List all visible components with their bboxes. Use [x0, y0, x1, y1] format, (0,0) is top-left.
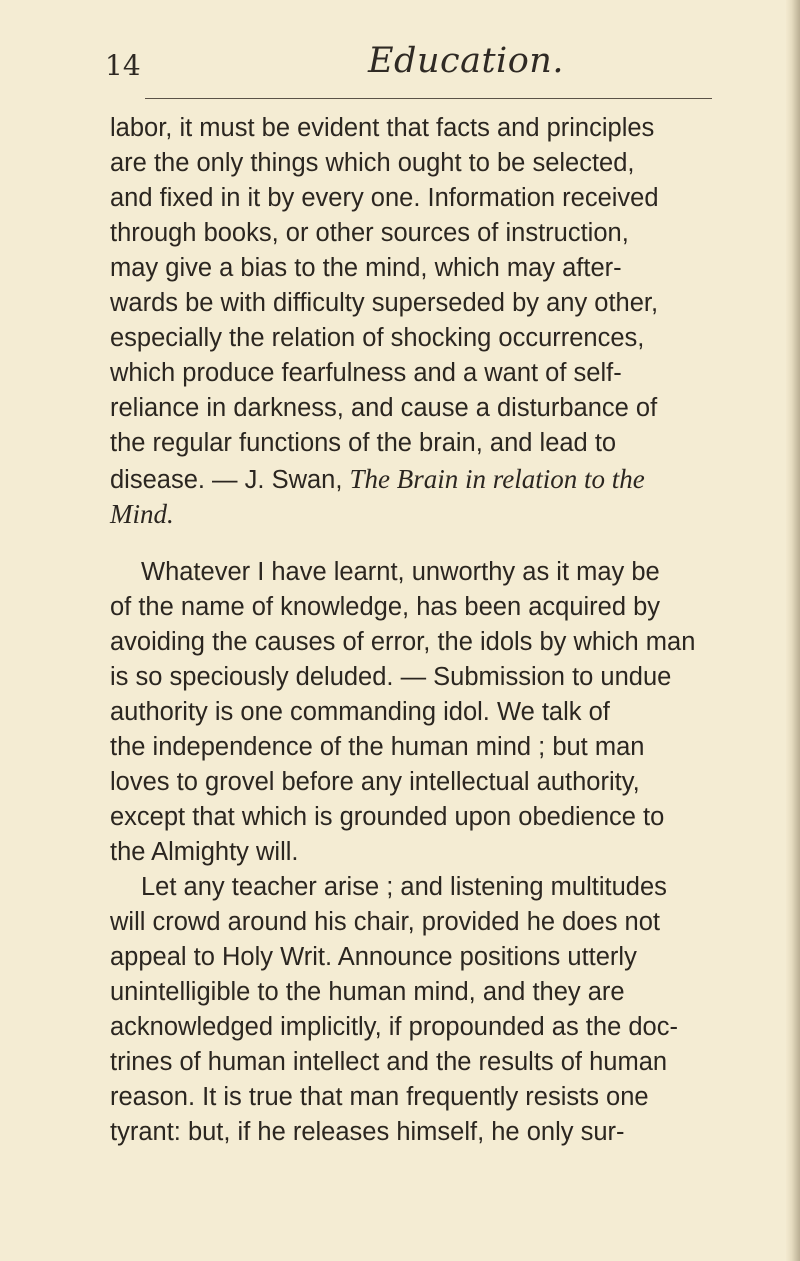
citation-title-end: Mind.: [110, 499, 174, 529]
text-line: tyrant: but, if he releases himself, he only sur-: [110, 1118, 625, 1146]
header-rule: [145, 98, 712, 99]
text-line: labor, it must be evident that facts and principles: [110, 114, 655, 142]
text-line: loves to grovel before any intellectual authority,: [110, 768, 640, 796]
citation-title: The Brain in relation to the: [349, 464, 645, 494]
text-line: Let any teacher arise ; and listening multitudes: [141, 873, 667, 901]
text-line: are the only things which ought to be selected,: [110, 149, 635, 177]
running-head: Education.: [368, 41, 564, 81]
text-line: Whatever I have learnt, unworthy as it may be: [141, 558, 660, 586]
text-line: except that which is grounded upon obedience to: [110, 803, 665, 831]
text-line: wards be with difficulty superseded by any other,: [110, 289, 659, 317]
text-line: may give a bias to the mind, which may after-: [110, 254, 622, 282]
text-line: reliance in darkness, and cause a disturbance of: [110, 394, 658, 422]
text-line: trines of human intellect and the results of human: [110, 1048, 668, 1076]
text-line: of the name of knowledge, has been acquired by: [110, 593, 661, 621]
text-line: the Almighty will.: [110, 838, 299, 866]
text-line: appeal to Holy Writ. Announce positions utterly: [110, 943, 637, 971]
citation-line: [110, 466, 645, 494]
citation-author: disease. — J. Swan,: [110, 466, 350, 494]
text-line: the regular functions of the brain, and lead to: [110, 429, 617, 457]
page-number: 14: [105, 49, 141, 82]
text-line: authority is one commanding idol. We talk of: [110, 698, 610, 726]
text-line: will crowd around his chair, provided he does not: [110, 908, 660, 936]
page-edge-shadow: [786, 0, 800, 1261]
text-line: especially the relation of shocking occurrences,: [110, 324, 645, 352]
text-line: avoiding the causes of error, the idols by which man: [110, 628, 696, 656]
text-line: reason. It is true that man frequently resists one: [110, 1083, 649, 1111]
text-line: is so speciously deluded. — Submission to undue: [110, 663, 672, 691]
citation-line: [110, 501, 174, 529]
text-line: and fixed in it by every one. Information received: [110, 184, 659, 212]
text-line: which produce fearfulness and a want of self-: [110, 359, 622, 387]
text-line: acknowledged implicitly, if propounded as the doc-: [110, 1013, 678, 1041]
text-line: unintelligible to the human mind, and they are: [110, 978, 625, 1006]
text-line: the independence of the human mind ; but man: [110, 733, 645, 761]
text-line: through books, or other sources of instruction,: [110, 219, 629, 247]
